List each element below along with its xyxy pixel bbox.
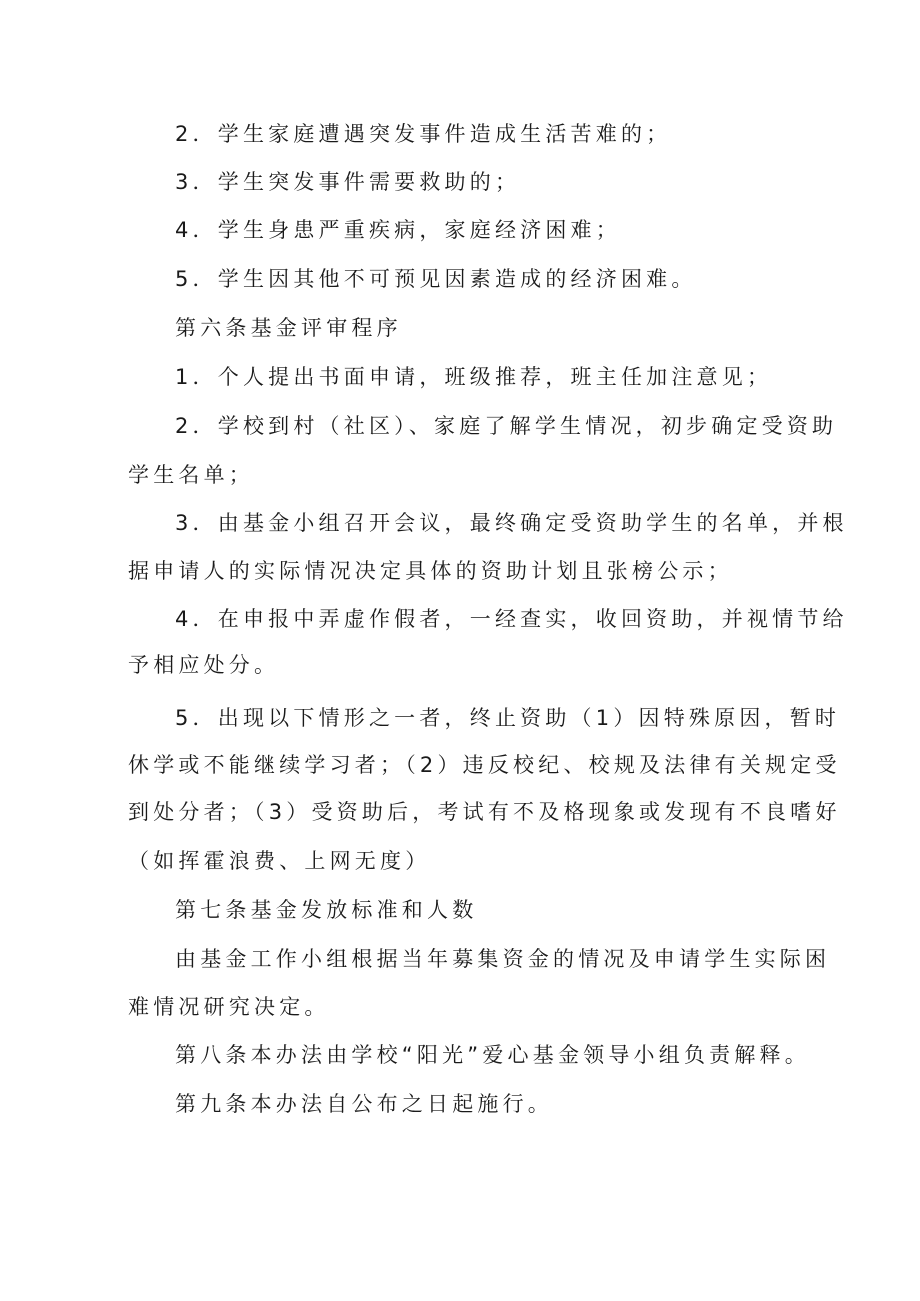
procedure-item-2-continued: 学生名单； [128, 463, 254, 487]
article-9: 第九条本办法自公布之日起施行。 [175, 1092, 553, 1116]
list-item-5: 5．学生因其他不可预见因素造成的经济困难。 [175, 267, 697, 291]
article-7-body-continued: 难情况研究决定。 [128, 995, 330, 1019]
procedure-item-4-continued: 予相应处分。 [128, 653, 280, 677]
procedure-item-1: 1．个人提出书面申请，班级推荐，班主任加注意见； [175, 365, 773, 389]
procedure-item-5-continued-3: （如挥霍浪费、上网无度） [128, 849, 431, 873]
procedure-item-5: 5．出现以下情形之一者，终止资助（1）因特殊原因，暂时 [175, 706, 841, 730]
list-item-3: 3．学生突发事件需要救助的； [175, 170, 521, 194]
article-7-heading: 第七条基金发放标准和人数 [175, 898, 478, 922]
article-7-body: 由基金工作小组根据当年募集资金的情况及申请学生实际困 [175, 947, 831, 971]
article-6-heading: 第六条基金评审程序 [175, 316, 402, 340]
procedure-item-2: 2．学校到村（社区）、家庭了解学生情况，初步确定受资助 [175, 414, 838, 438]
list-item-4: 4．学生身患严重疾病，家庭经济困难； [175, 218, 621, 242]
article-8: 第八条本办法由学校“阳光”爱心基金领导小组负责解释。 [175, 1043, 810, 1067]
list-item-2: 2．学生家庭遭遇突发事件造成生活苦难的； [175, 122, 672, 146]
procedure-item-5-continued-1: 休学或不能继续学习者；（2）违反校纪、校规及法律有关规定受 [128, 753, 841, 777]
procedure-item-3: 3．由基金小组召开会议，最终确定受资助学生的名单，并根 [175, 511, 848, 535]
procedure-item-3-continued: 据申请人的实际情况决定具体的资助计划且张榜公示； [128, 559, 733, 583]
procedure-item-5-continued-2: 到处分者；（3）受资助后，考试有不及格现象或发现有不良嗜好 [128, 800, 841, 824]
procedure-item-4: 4．在申报中弄虚作假者，一经查实，收回资助，并视情节给 [175, 607, 848, 631]
